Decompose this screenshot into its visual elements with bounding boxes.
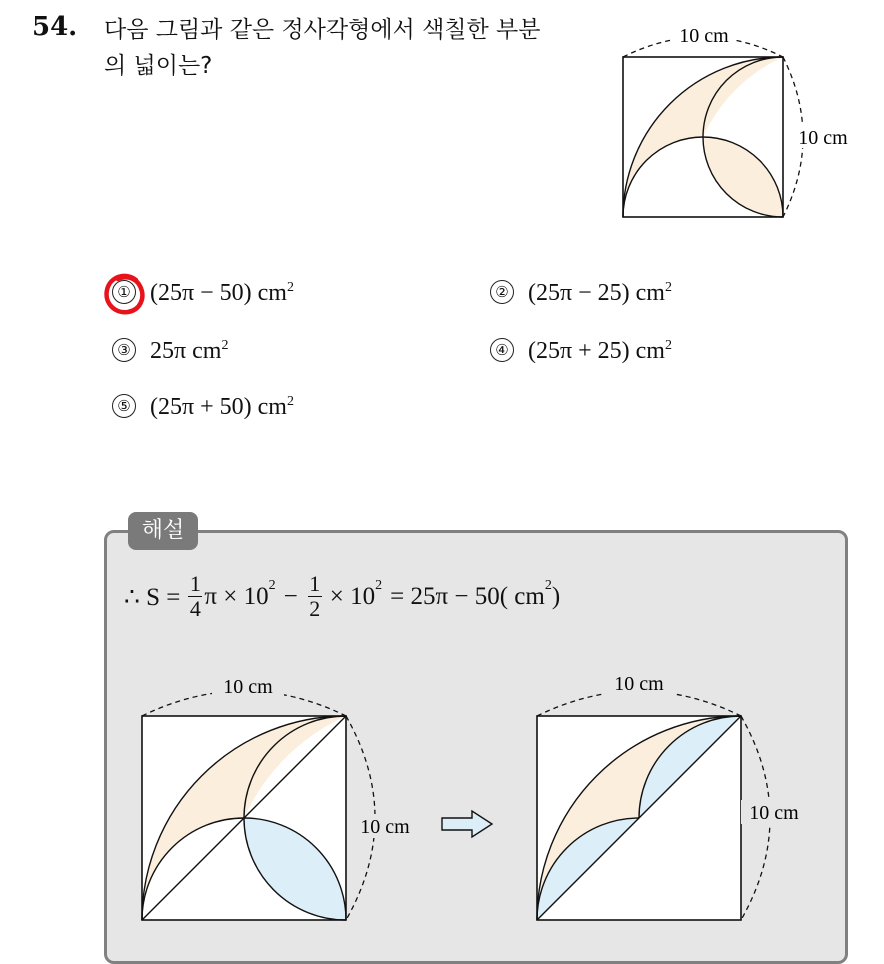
solution-formula [124,572,560,621]
solution-right-figure [515,668,835,928]
choice-3-exp: 2 [221,338,229,353]
question-text-line2: 의 넓이는? [104,53,213,79]
choice-1-exp: 2 [286,280,294,295]
choice-4-text: (25π + 25) cm [528,338,665,364]
formula-result: = 25π − 50( cm [390,582,545,610]
formula-result-close: ) [551,582,561,610]
choice-2-exp: 2 [664,280,672,295]
choice-2[interactable] [490,280,672,307]
formula-term1: π × 10 [204,582,269,610]
choice-3[interactable] [112,338,228,365]
question-text [104,12,540,84]
choice-1-marker: ① [112,280,136,304]
frac2-denominator: 2 [309,596,321,621]
question-text-line1: 다음 그림과 같은 정사각형에서 색칠한 부분 [104,17,541,43]
solution-left-figure [120,668,440,928]
choice-5[interactable] [112,394,294,421]
choice-3-marker: ③ [112,338,136,362]
formula-result-exp: 2 [544,578,552,593]
frac2-numerator: 1 [309,571,321,596]
left-width-label: 10 cm [223,676,273,698]
left-height-label: 10 cm [360,816,410,838]
right-height-label: 10 cm [749,802,799,824]
transform-arrow-icon [440,808,496,840]
formula-term1-exp: 2 [268,578,276,593]
question-number: 54. [32,12,78,42]
fraction-one-half [308,572,322,621]
solution-tag: 해설 [128,512,198,550]
question-figure [600,20,860,225]
figure-height-label: 10 cm [798,127,848,149]
answer-mark-circle [102,270,148,320]
choice-4[interactable] [490,338,672,365]
formula-term2: × 10 [329,582,376,610]
figure-width-label: 10 cm [679,25,729,47]
formula-prefix: ∴ S = [124,583,181,611]
choice-5-exp: 2 [286,394,294,409]
frac1-denominator: 4 [189,596,201,621]
choice-4-exp: 2 [664,338,672,353]
choice-1-text: (25π − 50) cm [150,280,287,306]
choice-5-text: (25π + 50) cm [150,394,287,420]
fraction-one-quarter [188,572,202,621]
choice-2-text: (25π − 25) cm [528,280,665,306]
frac1-numerator: 1 [189,571,201,596]
choice-3-text: 25π cm [150,338,222,364]
formula-minus: − [283,582,298,610]
right-width-label: 10 cm [614,673,664,695]
choice-4-marker: ④ [490,338,514,362]
choice-5-marker: ⑤ [112,394,136,418]
formula-term2-exp: 2 [375,578,383,593]
choice-2-marker: ② [490,280,514,304]
